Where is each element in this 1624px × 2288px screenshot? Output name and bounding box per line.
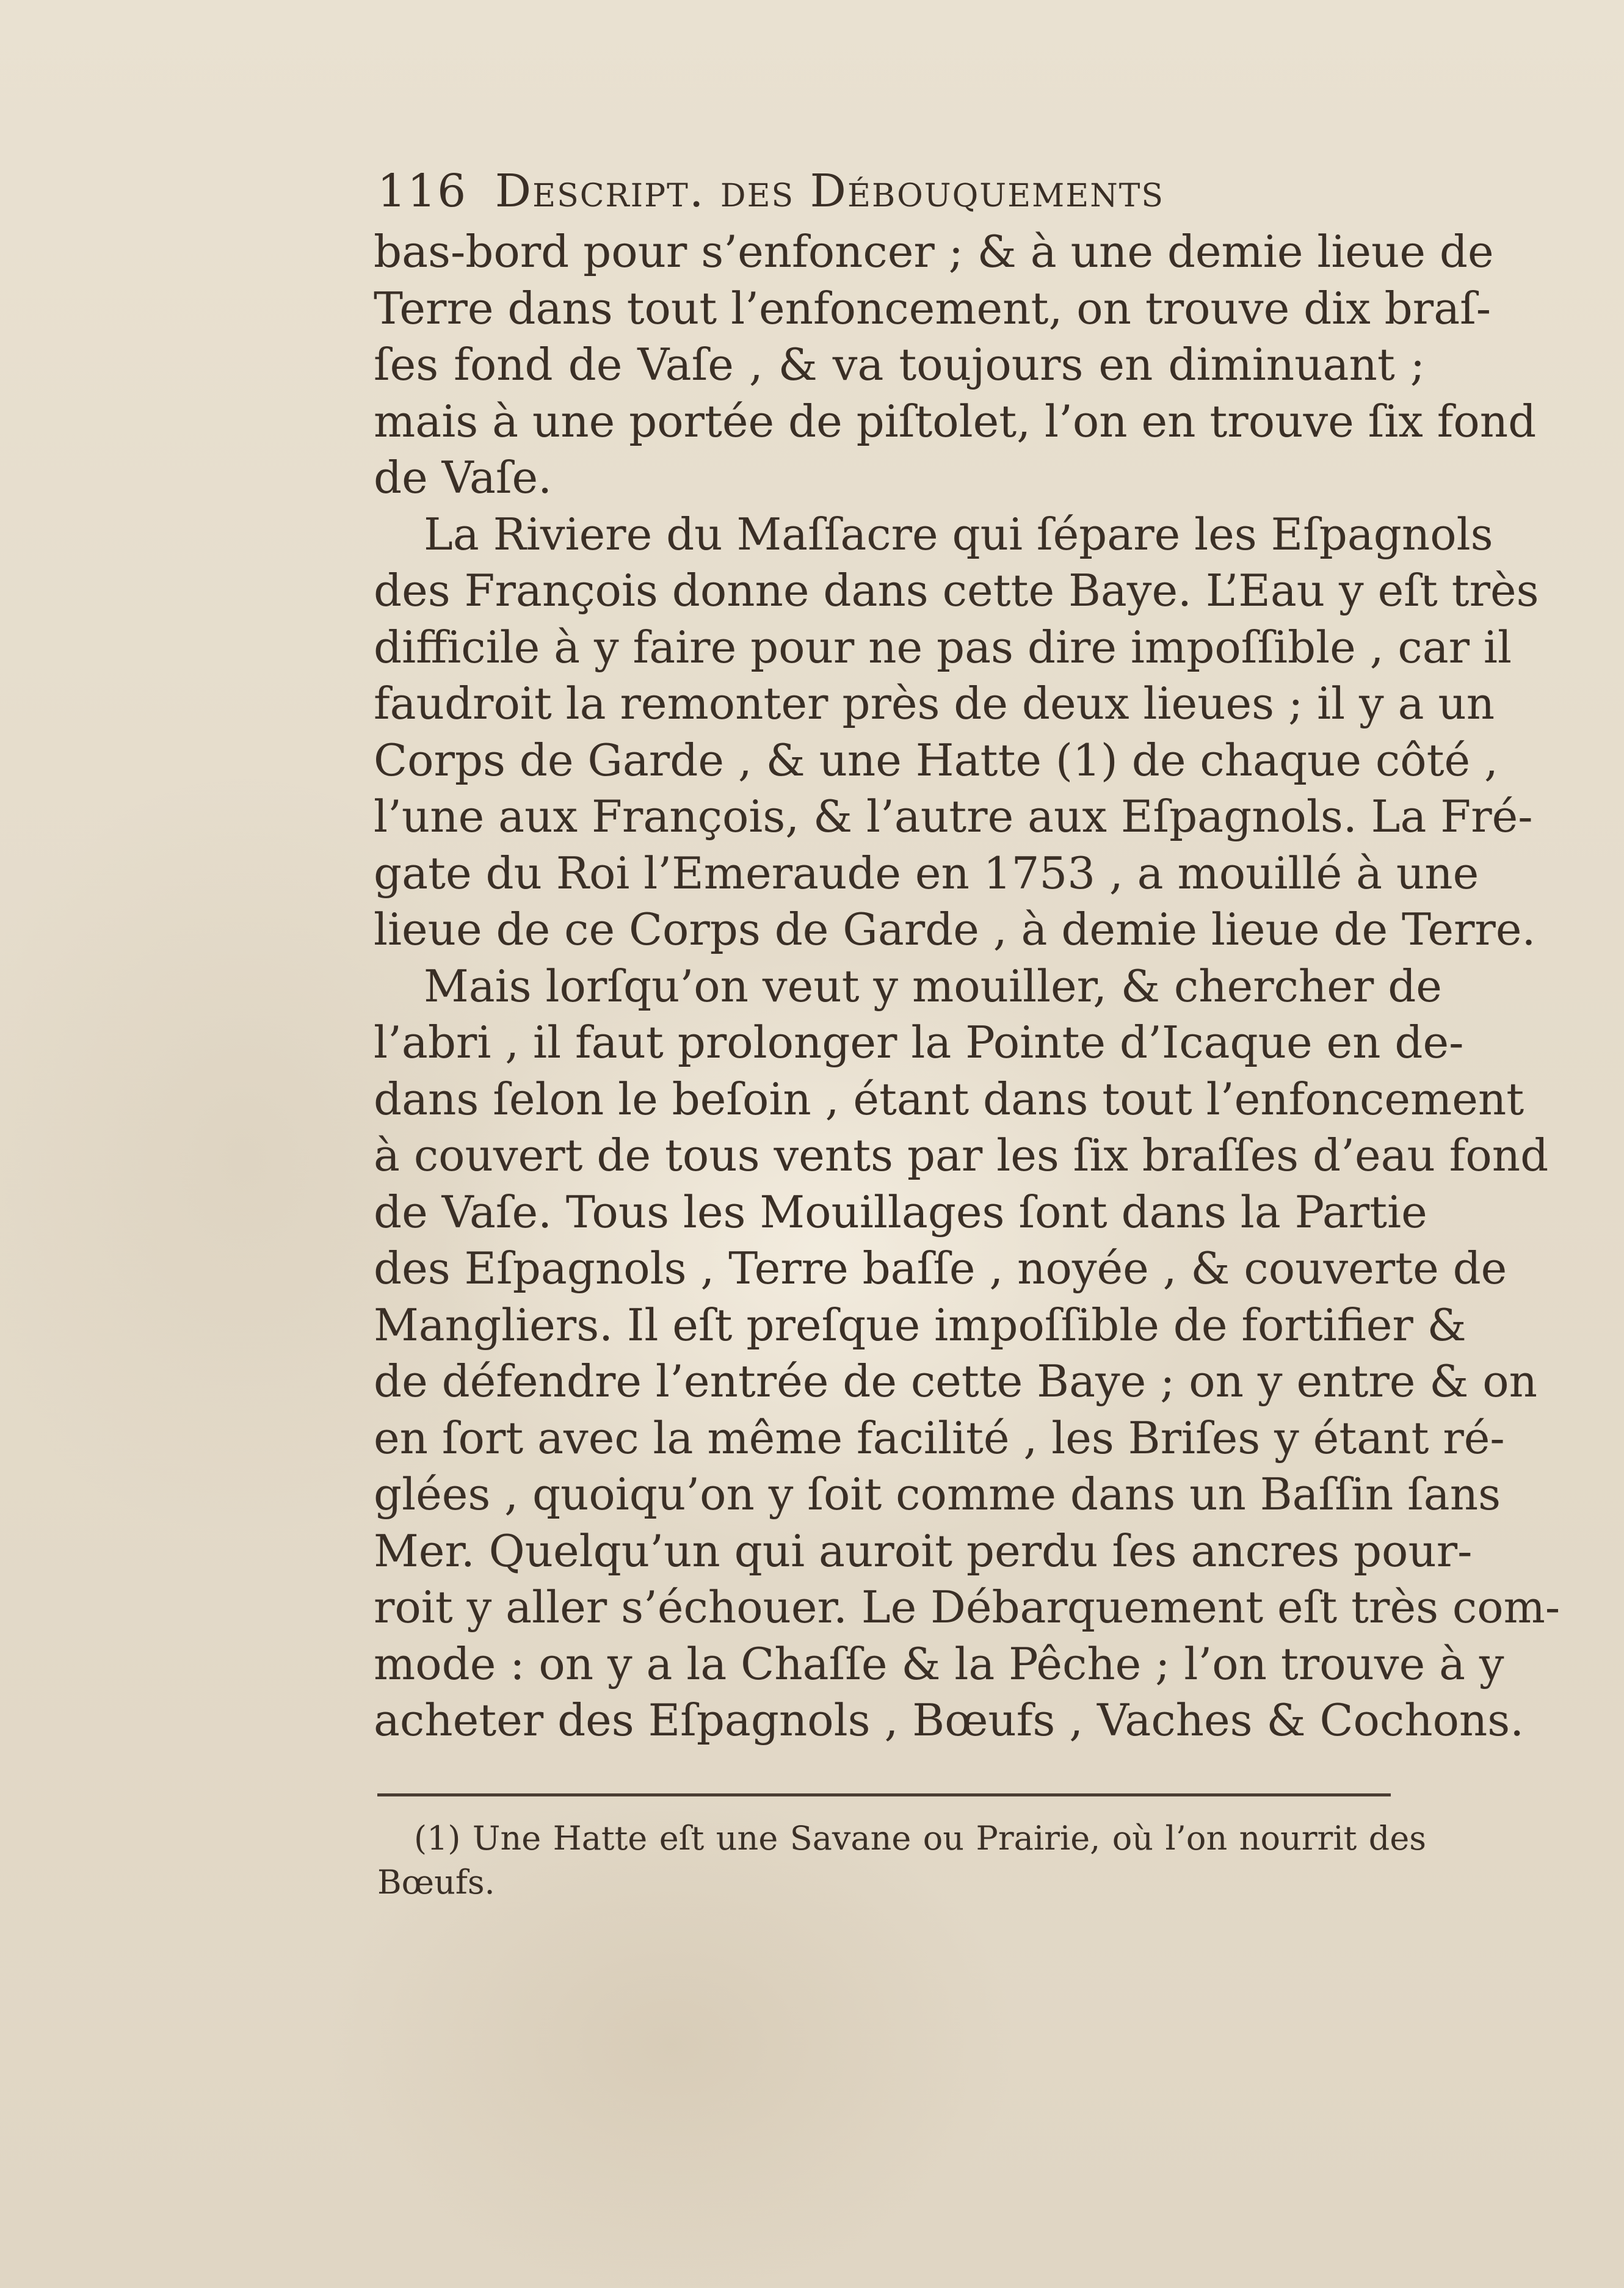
text-line: acheter des Eſpagnols , Bœufs , Vaches & Cochons. [374,1694,1524,1746]
text-line: difficile à y faire pour ne pas dire impoſſible , car il [374,621,1512,673]
footnote-line: Bœufs. [377,1863,495,1901]
text-line: bas-bord pour s’enfoncer ; & à une demie lieue de [374,226,1494,277]
text-line: l’abri , il faut prolonger la Pointe d’Icaque en de- [374,1017,1464,1068]
text-line: ſes fond de Vaſe , & va toujours en diminuant ; [374,339,1425,390]
text-line: lieue de ce Corps de Garde , à demie lieue de Terre. [374,904,1536,955]
text-line: dans ſelon le beſoin , étant dans tout l’enfoncement [374,1073,1524,1125]
body-text [374,223,1561,1749]
footnote-divider [377,1793,1391,1796]
text-line: Terre dans tout l’enfoncement, on trouve dix braſ- [374,282,1492,334]
running-header [377,165,1318,220]
text-line: faudroit la remonter près de deux lieues ; il y a un [374,678,1495,729]
running-title: Descript. des Débouquements [495,165,1165,217]
text-line: Corps de Garde , & une Hatte (1) de chaque côté , [374,734,1498,786]
text-line: mais à une portée de piſtolet, l’on en trouve ſix fond [374,395,1537,447]
text-line: Mer. Quelqu’un qui auroit perdu ſes ancres pour- [374,1525,1473,1577]
text-line: mode : on y a la Chaſſe & la Pêche ; l’on trouve à y [374,1638,1504,1690]
text-line: à couvert de tous vents par les ſix braſſes d’eau fond [374,1130,1549,1181]
page-number: 116 [377,165,468,217]
text-line: glées , quoiqu’on y ſoit comme dans un Baſſin ſans [374,1469,1501,1520]
text-line: de défendre l’entrée de cette Baye ; on y entre & on [374,1356,1537,1407]
text-line: des François donne dans cette Baye. L’Eau y eſt très [374,565,1539,616]
text-line: de Vaſe. Tous les Mouillages ſont dans la Partie [374,1186,1427,1238]
text-line: Mais lorſqu’on veut y mouiller, & chercher de [424,960,1442,1012]
text-line: l’une aux François, & l’autre aux Eſpagnols. La Fré- [374,791,1533,842]
text-line: de Vaſe. [374,452,553,503]
footnote-line: (1) Une Hatte eſt une Savane ou Prairie, où l’on nourrit des [414,1819,1426,1858]
text-line: des Eſpagnols , Terre baſſe , noyée , & couverte de [374,1243,1507,1294]
footnote [377,1817,1426,1905]
text-line: gate du Roi l’Emeraude en 1753 , a mouillé à une [374,847,1479,899]
text-line: Mangliers. Il eſt preſque impoſſible de fortifier & [374,1299,1466,1351]
text-line: La Riviere du Maſſacre qui ſépare les Eſpagnols [424,508,1493,560]
text-line: en ſort avec la même facilité , les Briſes y étant ré- [374,1412,1505,1464]
text-line: roit y aller s’échouer. Le Débarquement eſt très com- [374,1582,1561,1633]
